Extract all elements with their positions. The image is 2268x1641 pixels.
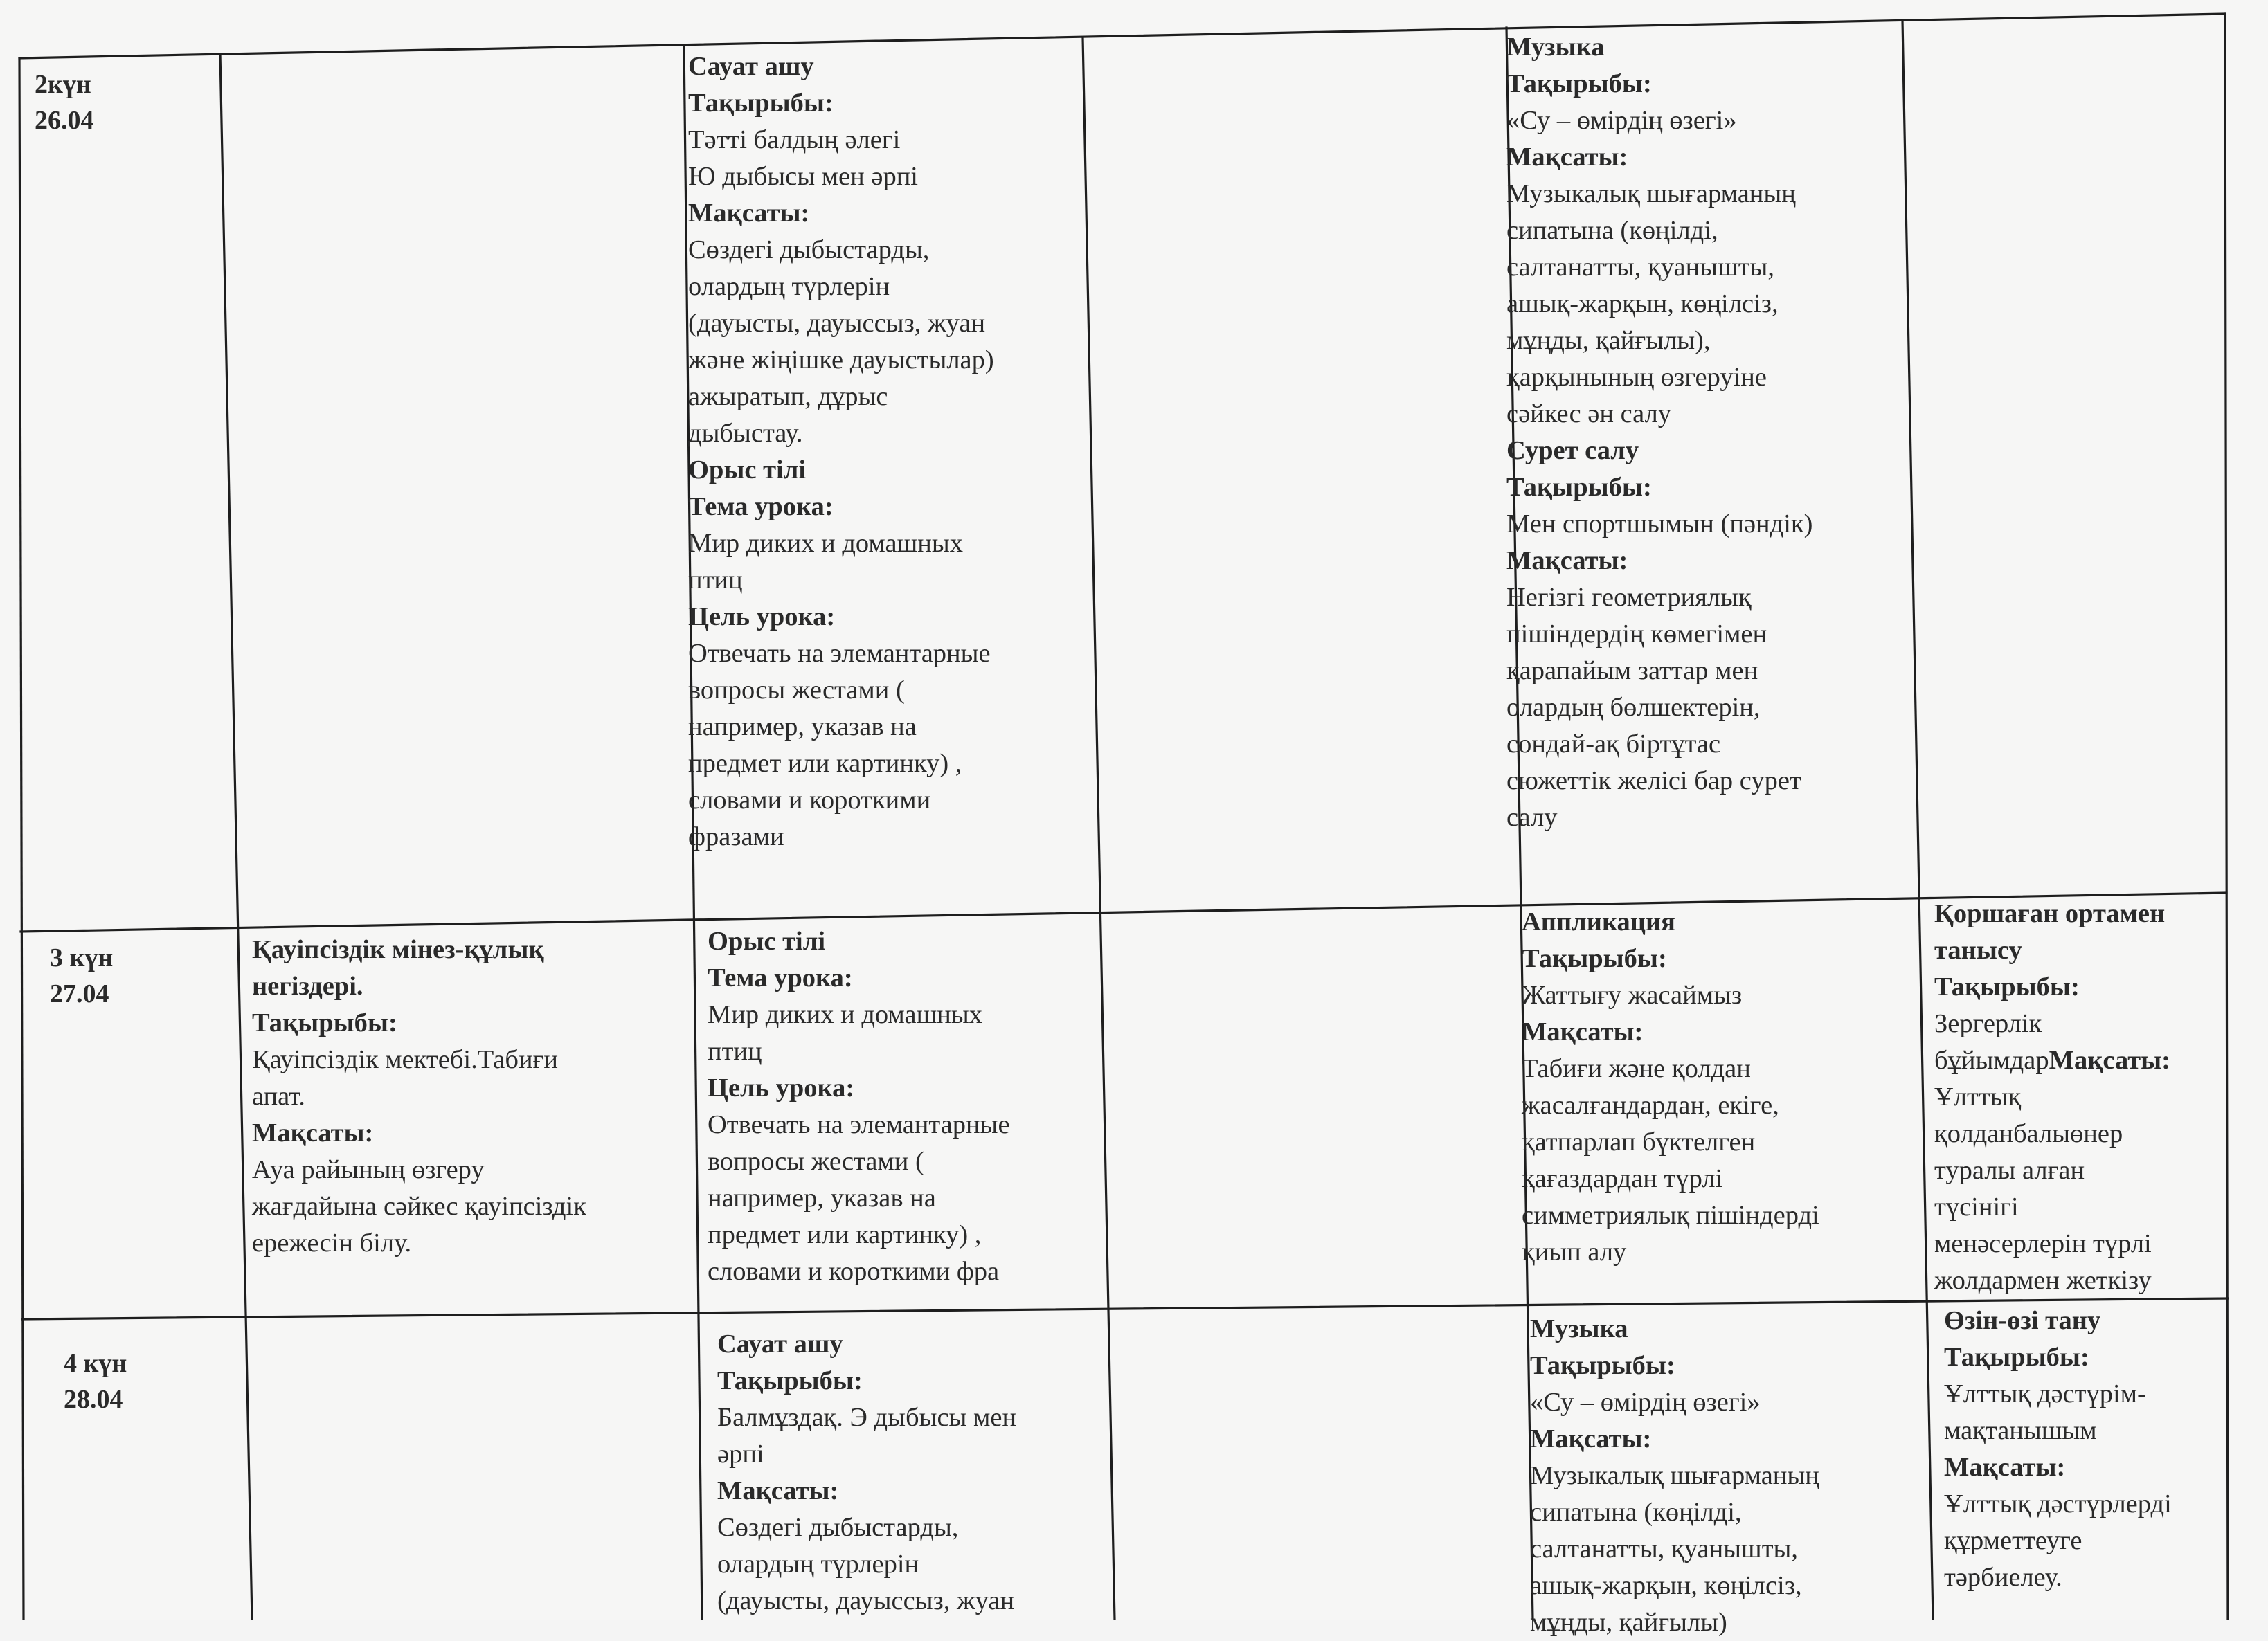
cell-text: Қауіпсіздік мектебі.Табиғи апат.	[252, 1045, 558, 1111]
cell-heading: Қоршаған ортамен танысу	[1934, 899, 2166, 965]
cell-text: Музыкалық шығарманың сипатына (көңілді, салтанатты, қуанышты, ашық-жарқын, көңілсіз, мұңды, қайғылы), қарқынының өзгеруіне сәйкес ән салу	[1506, 179, 1796, 428]
cell-text: Ұлттық қолданбалыөнер туралы алған түсінігі менәсерлерін түрлі жолдармен жеткізу	[1934, 1082, 2152, 1295]
cell-text: Ұлттық дәстүрім- мақтанышым	[1944, 1379, 2146, 1445]
cell-text: Тәтті балдың әлегі	[688, 125, 901, 154]
cell-heading: Тақырыбы:	[1506, 69, 1652, 98]
cell-text: Музыкалық шығарманың сипатына (көңілді, салтанатты, қуанышты, ашық-жарқын, көңілсіз, мұңды, қайғылы)	[1530, 1461, 1819, 1637]
cell-heading: Мақсаты:	[252, 1118, 374, 1148]
cell-heading: Тақырыбы:	[717, 1366, 863, 1395]
cell-heading: Мақсаты:	[688, 199, 810, 228]
cell-heading: Тақырыбы:	[1530, 1351, 1675, 1380]
row3-col5-cell	[1944, 1303, 2235, 1596]
cell-text: бұйымдарМақсаты:	[1934, 1046, 2170, 1075]
cell-text: Негізгі геометриялық пішіндердің көмегімен қарапайым заттар мен олардың бөлшектерін, сондай-ақ біртұтас сюжеттік желісі бар сурет салу	[1506, 583, 1801, 832]
cell-heading: Тақырыбы:	[1934, 972, 2080, 1001]
cell-text: Ю дыбысы мен әрпі	[688, 162, 919, 191]
cell-heading: Мақсаты:	[1530, 1424, 1652, 1453]
row2-col2-cell	[708, 923, 1095, 1290]
cell-heading: Тақырыбы:	[688, 89, 834, 118]
cell-text: Сөздегі дыбыстарды, олардың түрлерін (дауысты, дауыссыз, жуан және жіңішке дауыстылар) ажыратып, дұрыс дыбыстау.	[688, 235, 994, 448]
cell-heading: Тақырыбы:	[1522, 944, 1667, 973]
cell-text: Табиғи және қолдан жасалғандардан, екіге, қатпарлап бүктелген қағаздардан түрлі симметриялық пішіндерді қиып алу	[1522, 1054, 1819, 1267]
cell-heading: Цель урока:	[688, 602, 836, 631]
cell-heading-inline: Мақсаты:	[2049, 1046, 2170, 1075]
row1-col2-cell	[688, 48, 1083, 855]
cell-heading: Мақсаты:	[1522, 1017, 1644, 1046]
cell-text: Ауа райының өзгеру жағдайына сәйкес қауіпсіздік ережесін білу.	[252, 1155, 586, 1258]
cell-heading: Цель урока:	[708, 1073, 855, 1103]
cell-heading: Музыка	[1506, 33, 1605, 62]
cell-heading: Мақсаты:	[717, 1476, 839, 1505]
row3-col4-cell	[1530, 1311, 1918, 1641]
cell-text: Балмұздақ. Э дыбысы мен әрпі	[717, 1403, 1017, 1469]
cell-heading: Сурет салу	[1506, 436, 1639, 465]
cell-heading: Тақырыбы:	[252, 1008, 397, 1037]
cell-heading: Тақырыбы:	[1506, 473, 1652, 502]
cell-text: «Су – өмірдің өзегі»	[1506, 106, 1737, 135]
row2-col5-cell	[1934, 896, 2225, 1299]
day-label-row2: 3 күн 27.04	[50, 943, 114, 1008]
cell-text: «Су – өмірдің өзегі»	[1530, 1388, 1761, 1417]
cell-heading: Тема урока:	[708, 963, 853, 992]
cell-text: Мир диких и домашных птиц	[708, 1000, 982, 1066]
cell-text: Жаттығу жасаймыз	[1522, 981, 1743, 1010]
row1-col4-cell	[1506, 29, 1901, 836]
cell-heading: Тақырыбы:	[1944, 1343, 2089, 1372]
cell-text: Ұлттық дәстүрлерді құрметтеуге тәрбиелеу.	[1944, 1489, 2172, 1592]
cell-heading: Қауіпсіздік мінез-құлық негіздері.	[252, 935, 544, 1001]
cell-heading: Сауат ашу	[688, 52, 814, 81]
cell-text: Мен спортшымын (пәндік)	[1506, 509, 1813, 538]
cell-text: Зергерлік	[1934, 1009, 2042, 1038]
cell-heading: Мақсаты:	[1506, 143, 1628, 172]
row3-col2-cell	[717, 1326, 1105, 1620]
cell-heading: Орыс тілі	[708, 927, 826, 956]
day-label-row3: 4 күн 28.04	[64, 1349, 127, 1414]
cell-heading: Аппликация	[1522, 907, 1675, 936]
cell-heading: Мақсаты:	[1506, 546, 1628, 575]
cell-text: Отвечать на элемантарные вопросы жестами ( например, указав на предмет или картинку) , словами и короткими фра	[708, 1110, 1010, 1286]
cell-text: Мир диких и домашных птиц	[688, 529, 963, 595]
row2-col1-cell	[252, 932, 681, 1262]
cell-text: Сөздегі дыбыстарды, олардың түрлерін (дауысты, дауыссыз, жуан	[717, 1513, 1015, 1615]
row2-col4-cell	[1522, 904, 1909, 1271]
cell-heading: Музыка	[1530, 1314, 1628, 1343]
day-label-row1: 2күн 26.04	[35, 70, 94, 135]
cell-heading: Орыс тілі	[688, 455, 807, 484]
cell-text: Отвечать на элемантарные вопросы жестами ( например, указав на предмет или картинку) , словами и короткими фразами	[688, 639, 991, 851]
cell-heading: Мақсаты:	[1944, 1453, 2066, 1482]
cell-heading: Тема урока:	[688, 492, 834, 521]
cell-heading: Өзін-өзі тану	[1944, 1306, 2101, 1335]
cell-heading: Сауат ашу	[717, 1330, 843, 1359]
